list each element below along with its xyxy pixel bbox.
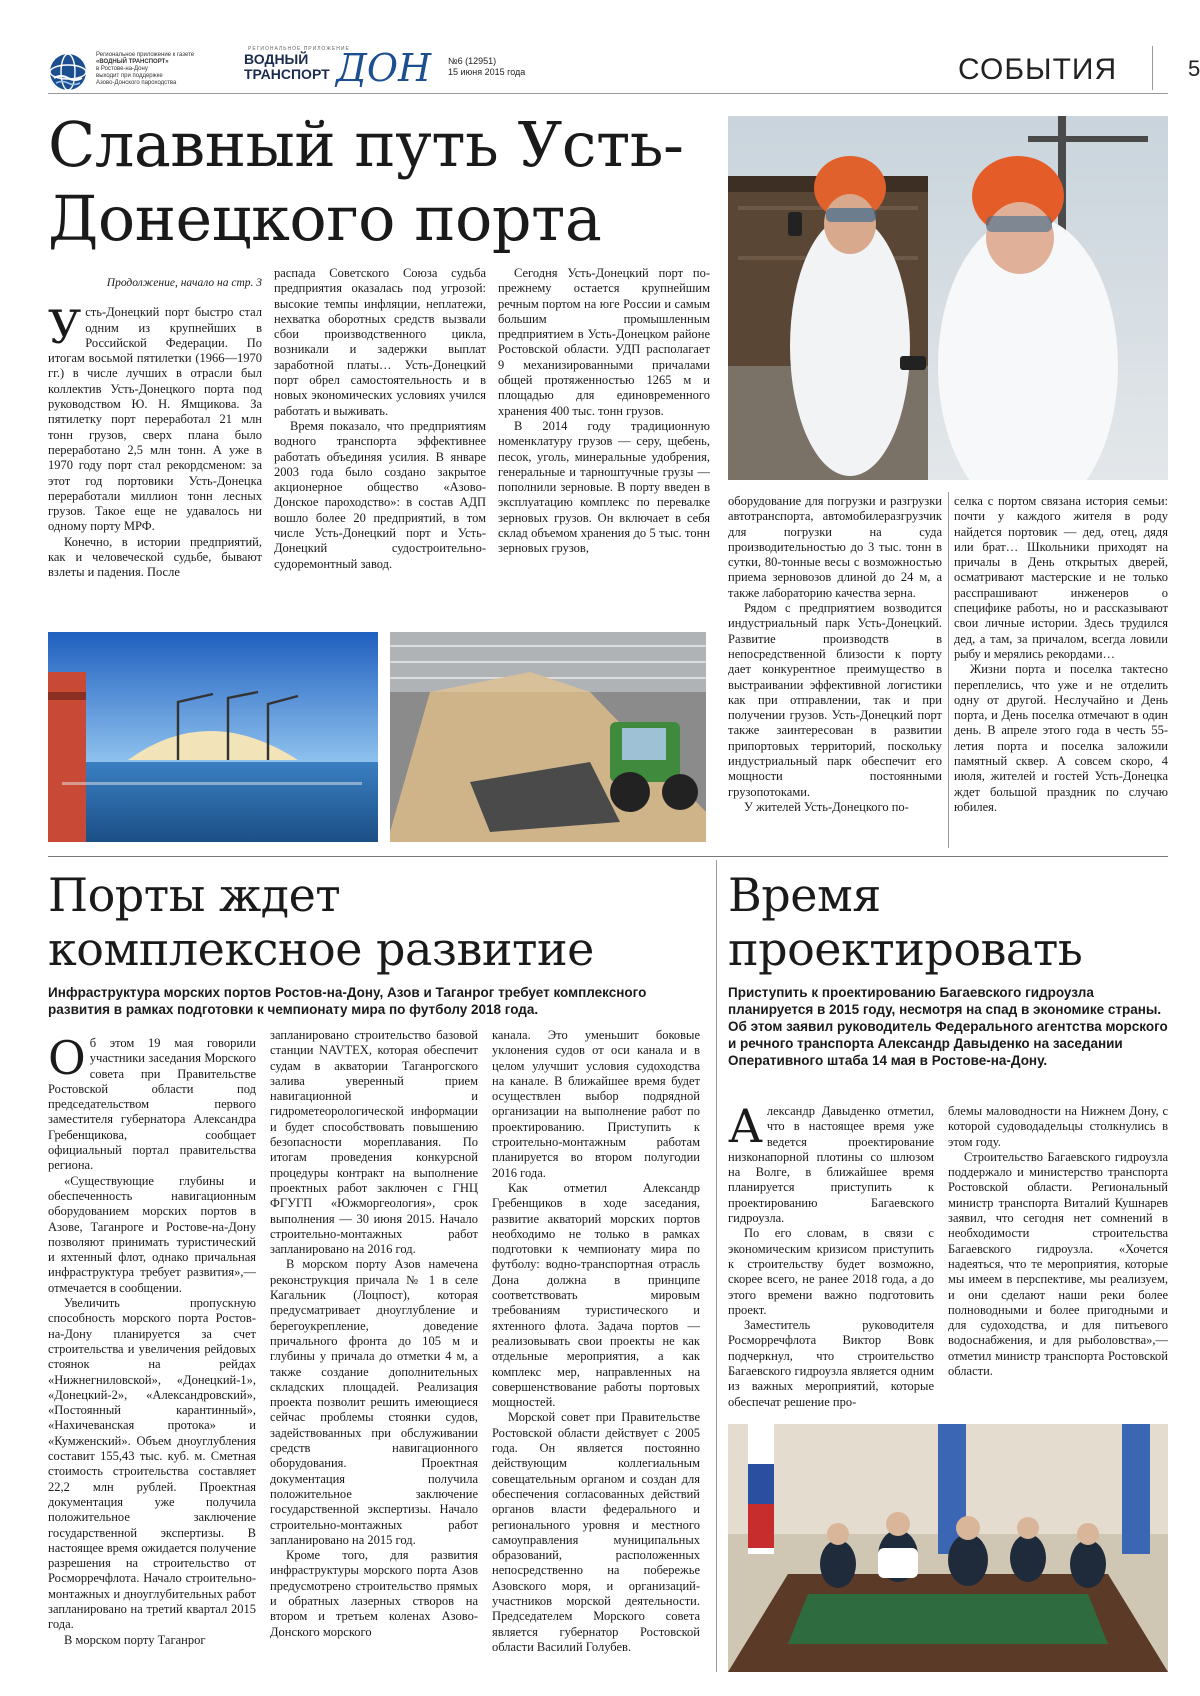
masthead-note-line: выходит при поддержке xyxy=(96,73,163,79)
masthead xyxy=(48,46,1200,94)
article1-column-2 xyxy=(274,266,486,636)
masthead-note xyxy=(96,52,236,87)
headline-line: Порты ждет xyxy=(48,868,341,922)
newspaper-title xyxy=(244,52,330,82)
meeting-photo xyxy=(728,1424,1168,1672)
paragraph: «Существующие глубины и обеспеченность навигационным оборудованием морских портов в Азове, Таганроге и Ростове-на-Дону позволяют принимать туристический и яхтенный флот, однако причальная инфраструктура требует развития»,—отмечается в сообщении. xyxy=(48,1173,256,1295)
page-number: 5 xyxy=(1188,56,1200,81)
paragraph: Рядом с предприятием возводится индустриальный парк Усть-Донецкий. Развитие производств в непосредственной близости к порту дает конкурентное преимущество в выстраивании эффективной логистики как при отправлении, так и при получении грузов. Усть-Донецкий порт также заинтересован в развитии припортовых территорий, поскольку индустриальный парк обеспечит его мощности постоянными грузопотоками. xyxy=(728,601,942,799)
paragraph: В морском порту Таганрог xyxy=(64,1632,206,1647)
headline-line: Время xyxy=(728,868,881,922)
paragraph: Строительство Багаевского гидроузла поддержало и министерство транспорта Ростовской области. Региональный министр транспорта Виталий Кушнарев заявил, что сегодня нет сомнений в необходимости строительства Багаевского гидроузла. «Хочется надеяться, что те мероприятия, которые мы имеем в перспективе, мы реализуем, и они сделают наши реки более полноводными и более пригодными и для судоходства, и для питьевого водоснабжения, и для рыболовства»,— отметил министр транспорта Ростовской области. xyxy=(948,1149,1168,1379)
title-don: ДОН xyxy=(336,46,432,90)
paragraph-text: лександр Давыденко отметил, что в настоящее время уже ведется проектирование низконапорной плотины со шлюзом на Волге, в ближайшее время планируется приступить к проектированию Багаевского гидроузла. xyxy=(728,1104,934,1226)
paragraph: Как отметил Александр Гребенщиков в ходе заседания, развитие акваторий морских портов необходимо не только в рамках подготовки к чемпионату мира по футболу: водно-транспортная отрасль Дона должна в принципе соответствовать мировым требованиям туристического и яхтенного флота. Задача портов — реализовывать свои проекты не как отдельные мероприятия, а как комплекс мер, направленных на совершенствование работы портовых мощностей. xyxy=(492,1180,700,1410)
port-workers-photo xyxy=(728,116,1168,480)
paragraph: По его словам, в связи с экономическим кризисом приступить к строительству будет возможно, скорее всего, не ранее 2018 года, а до этого времени важно подготовить проект. xyxy=(728,1226,934,1317)
article2-headline xyxy=(48,868,698,976)
title-line-1: ВОДНЫЙ xyxy=(244,51,309,67)
paragraph: Сегодня Усть-Донецкий порт по-прежнему остается крупнейшим речным портом на юге России и самым большим промышленным предприятием в Усть-Донецком районе Ростовской области. УДП располагает 9 механизированными причалами общей протяженностью 1265 м и площадью для единовременного хранения 400 тыс. тонн грузов. xyxy=(498,266,710,418)
article2-column-2 xyxy=(270,1028,478,1666)
masthead-note-line: в Ростове-на-Дону xyxy=(96,66,148,72)
masthead-note-line: Региональное приложение к газете xyxy=(96,52,195,58)
section-divider xyxy=(48,856,1168,857)
article3-column-2 xyxy=(948,1104,1168,1410)
paragraph: блемы маловодности на Нижнем Дону, с которой судоводадельцы столкнулись в этом году. xyxy=(948,1104,1168,1149)
headline-line: проектировать xyxy=(728,922,1083,976)
paragraph: В морском порту Азов намечена реконструкция причала № 1 в селе Кагальник (Лоцпост), которая предусматривает дноуглубление и берегоукрепление, доведение причального фронта до 105 м и глубины у причала до отметки 4 м, а также создание дополнительных складских площадей. Реализация проекта позволит решить имеющиеся сейчас проблемы стоянки судов, задействованных при обслуживании средств навигационного оборудования. Проектная документация получила положительное заключение государственной экспертизы. Начало строительно-монтажных работ запланировано на 2015 год. xyxy=(270,1257,478,1547)
article3-column-1 xyxy=(728,1104,934,1410)
port-workers-image xyxy=(728,116,1168,480)
port-cranes-image xyxy=(48,632,378,842)
paragraph: Кроме того, для развития инфраструктуры морского порта Азов предусмотрено строительство прямых и обратных лазерных створов на втором и третьем коленах Азово-Донского морского xyxy=(270,1548,478,1639)
column-divider xyxy=(948,492,949,848)
grain-warehouse-photo xyxy=(390,632,706,842)
paragraph xyxy=(728,1104,934,1226)
drop-cap: О xyxy=(48,1036,86,1085)
masthead-note-line: «ВОДНЫЙ ТРАНСПОРТ» xyxy=(96,59,169,65)
port-cranes-photo xyxy=(48,632,378,842)
article3-lead: Приступить к проектированию Багаевского гидроузла планируется в 2015 году, несмотря на спад в экономике страны. Об этом заявил руководитель Федерального агентства морского и речного транспорта Александр Давыденко на заседании Оперативного штаба 14 мая в Ростове-на-Дону. xyxy=(728,985,1168,1068)
issue-info xyxy=(448,56,525,78)
headline-line: Славный путь Усть- xyxy=(48,108,684,181)
paragraph: распада Советского Союза судьба предприятия оказалась под угрозой: высокие темпы инфляции, неплатежи, нехватка оборотных средств вызвали сбои производственного цикла, возникали и задержки выплат заработной платы… Усть-Донецкий порт обрел самостоятельность и в новых экономических условиях учился работать и выживать. xyxy=(274,266,486,418)
paragraph: Жизни порта и поселка тактесно переплелись, что уже и не отделить одну от другой. Неслучайно и День порта, и День поселка отмечают в один день. В апреле этого года в честь 55-летия порта и поселка заложили памятный сквер. А совсем скоро, 4 июля, жителей и гостей Усть-Донецка ждет большой праздник по случаю юбилея. xyxy=(954,662,1168,814)
paragraph: канала. Это уменьшит боковые уклонения судов от оси канала и в целом улучшит условия судоходства на канале. В ближайшее время будет осуществлен выбор подрядной организации на выполнение работ по проектированию. Приступить к строительно-монтажным работам планируется во втором полугодии 2016 года. xyxy=(492,1028,700,1180)
drop-cap: У xyxy=(48,300,82,355)
issue-date: 15 июня 2015 года xyxy=(448,67,526,77)
paragraph: запланировано строительство базовой станции NAVTEX, которая обеспечит судам в акватории Таганрогского залива уверенный прием навигационной и гидрометеорологической информации и будет способствовать повышению безопасности мореплавания. По итогам проведения конкурсной процедуры контракт на выполнение проектных работ заключен с ГНЦ ФГУГП «Южморгеология», срок выполнения — 30 июня 2015. Начало строительно-монтажных работ запланировано на 2016 год. xyxy=(270,1028,478,1257)
paragraph: Конечно, в истории предприятий, как и человеческой судьбе, бывают взлеты и падения. После xyxy=(48,534,262,580)
meeting-image xyxy=(728,1424,1168,1672)
emblem-logo-icon xyxy=(48,52,88,92)
paragraph: оборудование для погрузки и разгрузки автотранспорта, автомобилеразгрузчик для погрузки на суда производительностью до 3 тыс. тонн в сутки, 80-тонные весы с возможностью приема зерновозов длиной до 24 м, а также лабораторию качества зерна. xyxy=(728,494,942,600)
paragraph-text: сть-Донецкий порт быстро стал одним из крупнейших в Российской Федерации. По итогам восьмой пятилетки (1966—1970 гг.) в числе лучших в отрасли был коллектив Усть-Донецкого порта под руководством Ю. Н. Ямщикова. За пятилетку порт переработал 21 млн тонн грузов, сверх плана было переработано 2,5 млн тонн. А уже в 1970 году порт стал рекордсменом: за этот год портовики Усть-Донецка переработали миллион тонн лесных грузов. Такое еще не удавалось ни одному порту МРФ. xyxy=(48,305,262,534)
paragraph xyxy=(48,300,262,534)
paragraph: Морской совет при Правительстве Ростовской области действует с 2005 года. Он является постоянно действующим коллегиальным совещательным органом и создан для обеспечения согласованных действий органов власти федерального и регионального уровня и местного самоуправления муниципальных образований, расположенных непосредственно на побережье Азовского моря, и организаций-участников морской деятельности. Председателем Морского совета является губернатор Ростовской области Василий Голубев. xyxy=(492,1410,700,1654)
article1-column-3 xyxy=(498,266,710,636)
article1-column-4 xyxy=(728,494,942,846)
masthead-top-tag: РЕГИОНАЛЬНОЕ ПРИЛОЖЕНИЕ xyxy=(248,46,350,52)
drop-cap: А xyxy=(728,1104,763,1153)
title-line-2: ТРАНСПОРТ xyxy=(244,66,330,82)
issue-number: №6 (12951) xyxy=(448,56,497,66)
paragraph: Увеличить пропускную способность морского порта Ростов-на-Дону планируется за счет строительства и увеличения рейдовых стоянок на рейдах «Нижнегниловской», «Донецкий-1», «Донецкий-2», «Александровский», «Постоянный карантинный», «Нахичеванская протока» и «Кумженский». Объем дноуглубления составит 155,43 тыс. куб. м. Сметная стоимость строительства составляет 22,2 млн рублей. Проектная документация уже получила положительное заключение государственной экспертизы. В настоящее время ожидается получение разрешения на строительство от Росморречфлота. Начало строительно-монтажных и дноуглубительных работ запланировано на третий квартал 2015 года. xyxy=(48,1296,256,1632)
headline-line: комплексное развитие xyxy=(48,922,594,976)
masthead-note-line: Азово-Донского пароходства xyxy=(96,80,177,86)
paragraph: В 2014 году традиционную номенклатуру грузов — серу, щебень, песок, уголь, минеральные удобрения, генеральные и тарноштучные грузы — пополнили зерновые. В порту введен в эксплуатацию комплекс по перевалке зерновых грузов. Он включает в себя склад объемом хранения до 5 тыс. тонн зерновых грузов, xyxy=(498,418,710,556)
article2-column-3 xyxy=(492,1028,700,1666)
article1-headline xyxy=(48,108,708,256)
article1-column-1 xyxy=(48,276,262,636)
article2-column-1 xyxy=(48,1036,256,1666)
masthead-divider xyxy=(1152,46,1153,90)
paragraph-text: б этом 19 мая говорили участники заседания Морского совета при Правительстве Ростовской области под председательством первого заместителя губернатора Александра Гребенщикова, сообщает официальный портал правительства региона. xyxy=(48,1036,256,1173)
grain-warehouse-image xyxy=(390,632,706,842)
paragraph: Время показало, что предприятиям водного транспорта эффективнее работать объединяя усилия. В январе 2003 года было создано закрытое акционерное общество «Азово-Донское пароходство»: в состав АДП вошло более 20 предприятий, в том числе Усть-Донецкий порт и Усть-Донецкий судостроительно-судоремонтный завод. xyxy=(274,418,486,571)
headline-line: Донецкого порта xyxy=(48,182,602,255)
paragraph xyxy=(48,1036,256,1174)
article2-lead: Инфраструктура морских портов Ростов-на-Дону, Азов и Таганрог требует комплексного развития в рамках подготовки к чемпионату мира по футболу 2018 года. xyxy=(48,985,647,1017)
column-divider xyxy=(716,860,717,1672)
article1-column-5 xyxy=(954,494,1168,846)
section-title: СОБЫТИЯ xyxy=(958,53,1118,86)
continuation-note: Продолжение, начало на стр. 3 xyxy=(106,277,262,289)
paragraph: селка с портом связана история семьи: почти у каждого жителя в роду найдется портовик — дед, отец, дядя или брат… Школьники приходят на причалы в День открытых дверей, осматривают мастерские и не только расспрашивают инженеров о специфике работы, но и рассказывают свои личные истории. Здесь трудился дед, а там, за причалом, всегда ловили рыбу и мерялись рекордами… xyxy=(954,494,1168,661)
paragraph: Заместитель руководителя Росморречфлота Виктор Вовк подчеркнул, что строительство Багаевского гидроузла является одним из важных мероприятий, которые обеспечат решение про- xyxy=(728,1318,934,1409)
article3-headline xyxy=(728,868,1168,976)
paragraph: У жителей Усть-Донецкого по- xyxy=(744,799,909,814)
